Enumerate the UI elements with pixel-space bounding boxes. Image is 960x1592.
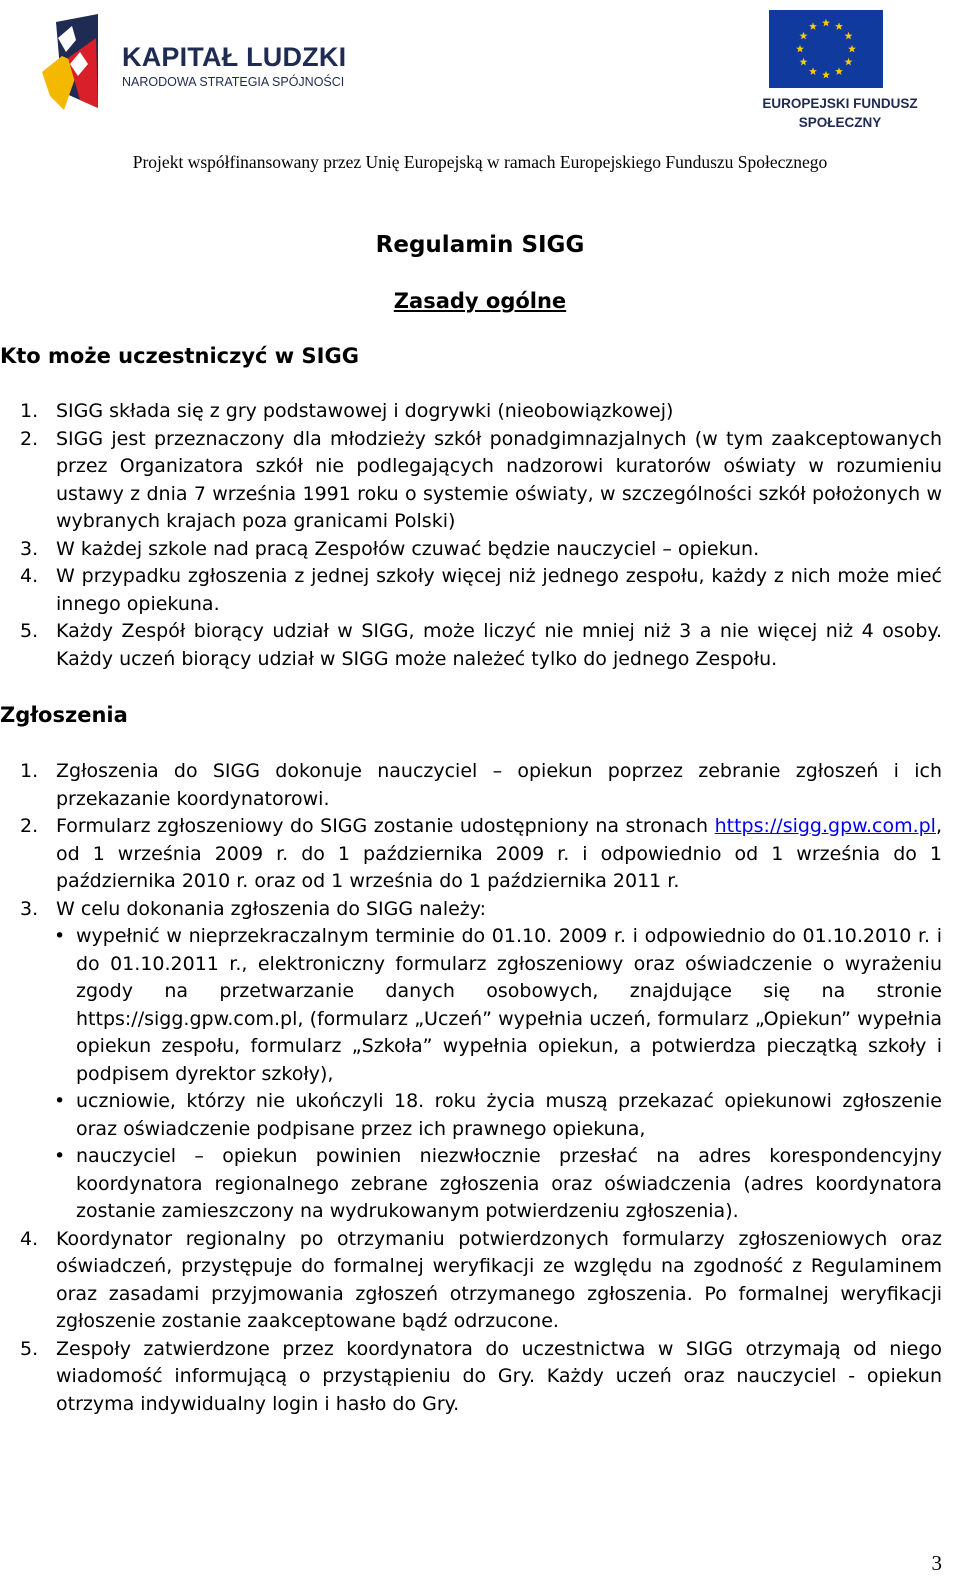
- document-subtitle: Zasady ogólne: [393, 289, 567, 313]
- list-item: [0, 1226, 942, 1336]
- document-title: Regulamin SIGG: [375, 232, 585, 258]
- item-number: 5.: [20, 1337, 39, 1360]
- page-number: 3: [931, 1551, 942, 1575]
- item-number: 5.: [20, 620, 39, 642]
- kapital-ludzki-logo-icon: [40, 12, 120, 112]
- item-number: 2.: [20, 815, 39, 837]
- sigg-website-link[interactable]: https://sigg.gpw.com.pl: [714, 815, 936, 837]
- item-number: 1.: [20, 400, 39, 422]
- registration-list: [0, 758, 942, 1418]
- bullet-item: [0, 923, 942, 1088]
- list-item: [0, 426, 942, 536]
- item-number: 4.: [20, 1227, 39, 1250]
- eu-flag-icon: [769, 10, 883, 88]
- item-number: 4.: [20, 565, 39, 587]
- item-number: 2.: [20, 427, 39, 450]
- item-text: Zgłoszenia do SIGG dokonuje nauczyciel – opiekun poprzez zebranie zgłoszeń i ich przekazanie koordynatorowi.: [56, 760, 942, 810]
- item-text: W każdej szkole nad pracą Zespołów czuwać będzie nauczyciel – opiekun.: [56, 537, 760, 560]
- logo-subtitle: NARODOWA STRATEGIA SPÓJNOŚCI: [122, 75, 345, 89]
- item-text: W przypadku zgłoszenia z jednej szkoły więcej niż jednego zespołu, każdy z nich może mieć innego opiekuna.: [56, 565, 942, 615]
- list-item: [0, 758, 942, 813]
- logo-title: KAPITAŁ LUDZKI: [122, 42, 347, 72]
- item-text: Formularz zgłoszeniowy do SIGG zostanie udostępniony na stronach: [56, 815, 715, 837]
- list-item: [0, 398, 942, 426]
- section-heading-participants: Kto może uczestniczyć w SIGG: [0, 344, 359, 368]
- item-number: 3.: [20, 897, 39, 920]
- participants-list: [0, 398, 942, 673]
- list-item: [0, 896, 942, 924]
- list-item: [0, 1336, 942, 1419]
- item-text: Zespoły zatwierdzone przez koordynatora do uczestnictwa w SIGG otrzymają od niego wiadomość informującą o przystąpieniu do Gry. Każdy uczeń oraz nauczyciel - opiekun otrzyma indywidualny login i hasło do Gry.: [56, 1337, 942, 1415]
- list-item: [0, 813, 942, 896]
- item-text: SIGG jest przeznaczony dla młodzieży szkół ponadgimnazjalnych (w tym zaakceptowanych przez Organizatora szkół nie podlegających nadzorowi kuratorów oświaty w rozumieniu ustawy z dnia 7 września 1991 roku o systemie oświaty, w szczególności szkół położonych w wybranych krajach poza granicami Polski): [56, 427, 942, 532]
- item-text: SIGG składa się z gry podstawowej i dogrywki (nieobowiązkowej): [56, 400, 674, 422]
- item-text: Koordynator regionalny po otrzymaniu potwierdzonych formularzy zgłoszeniowych oraz oświadczeń, przystępuje do formalnej weryfikacji ze względu na zgodność z Regulaminem oraz zasadami przyjmowania zgłoszeń otrzymanego zgłoszenia. Po formalnej weryfikacji zgłoszenie zostanie zaakceptowane bądź odrzucone.: [56, 1227, 942, 1332]
- cofinancing-caption: Projekt współfinansowany przez Unię Europejską w ramach Europejskiego Funduszu Społecznego: [132, 152, 828, 172]
- bullet-text: wypełnić w nieprzekraczalnym terminie do 01.10. 2009 r. i odpowiednio do 01.10.2010 r. i do 01.10.2011 r., elektroniczny formularz zgłoszeniowy oraz oświadczenie o wyrażeniu zgody na przetwarzanie danych osobowych, znajdujące się na stronie https://sigg.gpw.com.pl, (formularz „Uczeń” wypełnia uczeń, formularz „Opiekun” wypełnia opiekun zespołu, formularz „Szkoła” wypełnia opiekun, a potwierdza pieczątką szkoły i podpisem dyrektor szkoły),: [76, 925, 942, 1085]
- item-number: 1.: [20, 760, 39, 782]
- item-number: 3.: [20, 537, 39, 560]
- list-item: [0, 618, 942, 673]
- bullet-list: [0, 923, 942, 1226]
- list-item: [0, 536, 942, 564]
- bullet-symbol: •: [54, 1145, 66, 1167]
- item-text: , od 1 września 2009 r. do 1 października 2009 r. i odpowiednio od 1 września do 1 października 2010 r. oraz od 1 września do 1 października 2011 r.: [56, 815, 942, 892]
- bullet-symbol: •: [54, 1090, 66, 1112]
- eu-fund-line1: EUROPEJSKI FUNDUSZ: [762, 96, 918, 111]
- eu-fund-line2: SPOŁECZNY: [798, 115, 882, 130]
- bullet-text: nauczyciel – opiekun powinien niezwłocznie przesłać na adres korespondencyjny koordynatora regionalnego zebrane zgłoszenia oraz oświadczenia (adres koordynatora zostanie zamieszczony na wydrukowanym potwierdzeniu zgłoszenia).: [76, 1145, 942, 1222]
- item-text: W celu dokonania zgłoszenia do SIGG należy:: [56, 897, 487, 920]
- bullet-item: [0, 1088, 942, 1143]
- eu-fund-logo: [740, 10, 940, 135]
- item-text: Każdy Zespół biorący udział w SIGG, może liczyć nie mniej niż 3 a nie więcej niż 4 osoby. Każdy uczeń biorący udział w SIGG może należeć tylko do jednego Zespołu.: [56, 620, 942, 670]
- bullet-item: [0, 1143, 942, 1226]
- list-item: [0, 563, 942, 618]
- bullet-symbol: •: [54, 925, 66, 947]
- kapital-ludzki-logo: [40, 12, 347, 112]
- section-heading-registration: Zgłoszenia: [0, 703, 128, 727]
- bullet-text: uczniowie, którzy nie ukończyli 18. roku życia muszą przekazać opiekunowi zgłoszenie oraz oświadczenie podpisane przez ich prawnego opiekuna,: [76, 1090, 942, 1140]
